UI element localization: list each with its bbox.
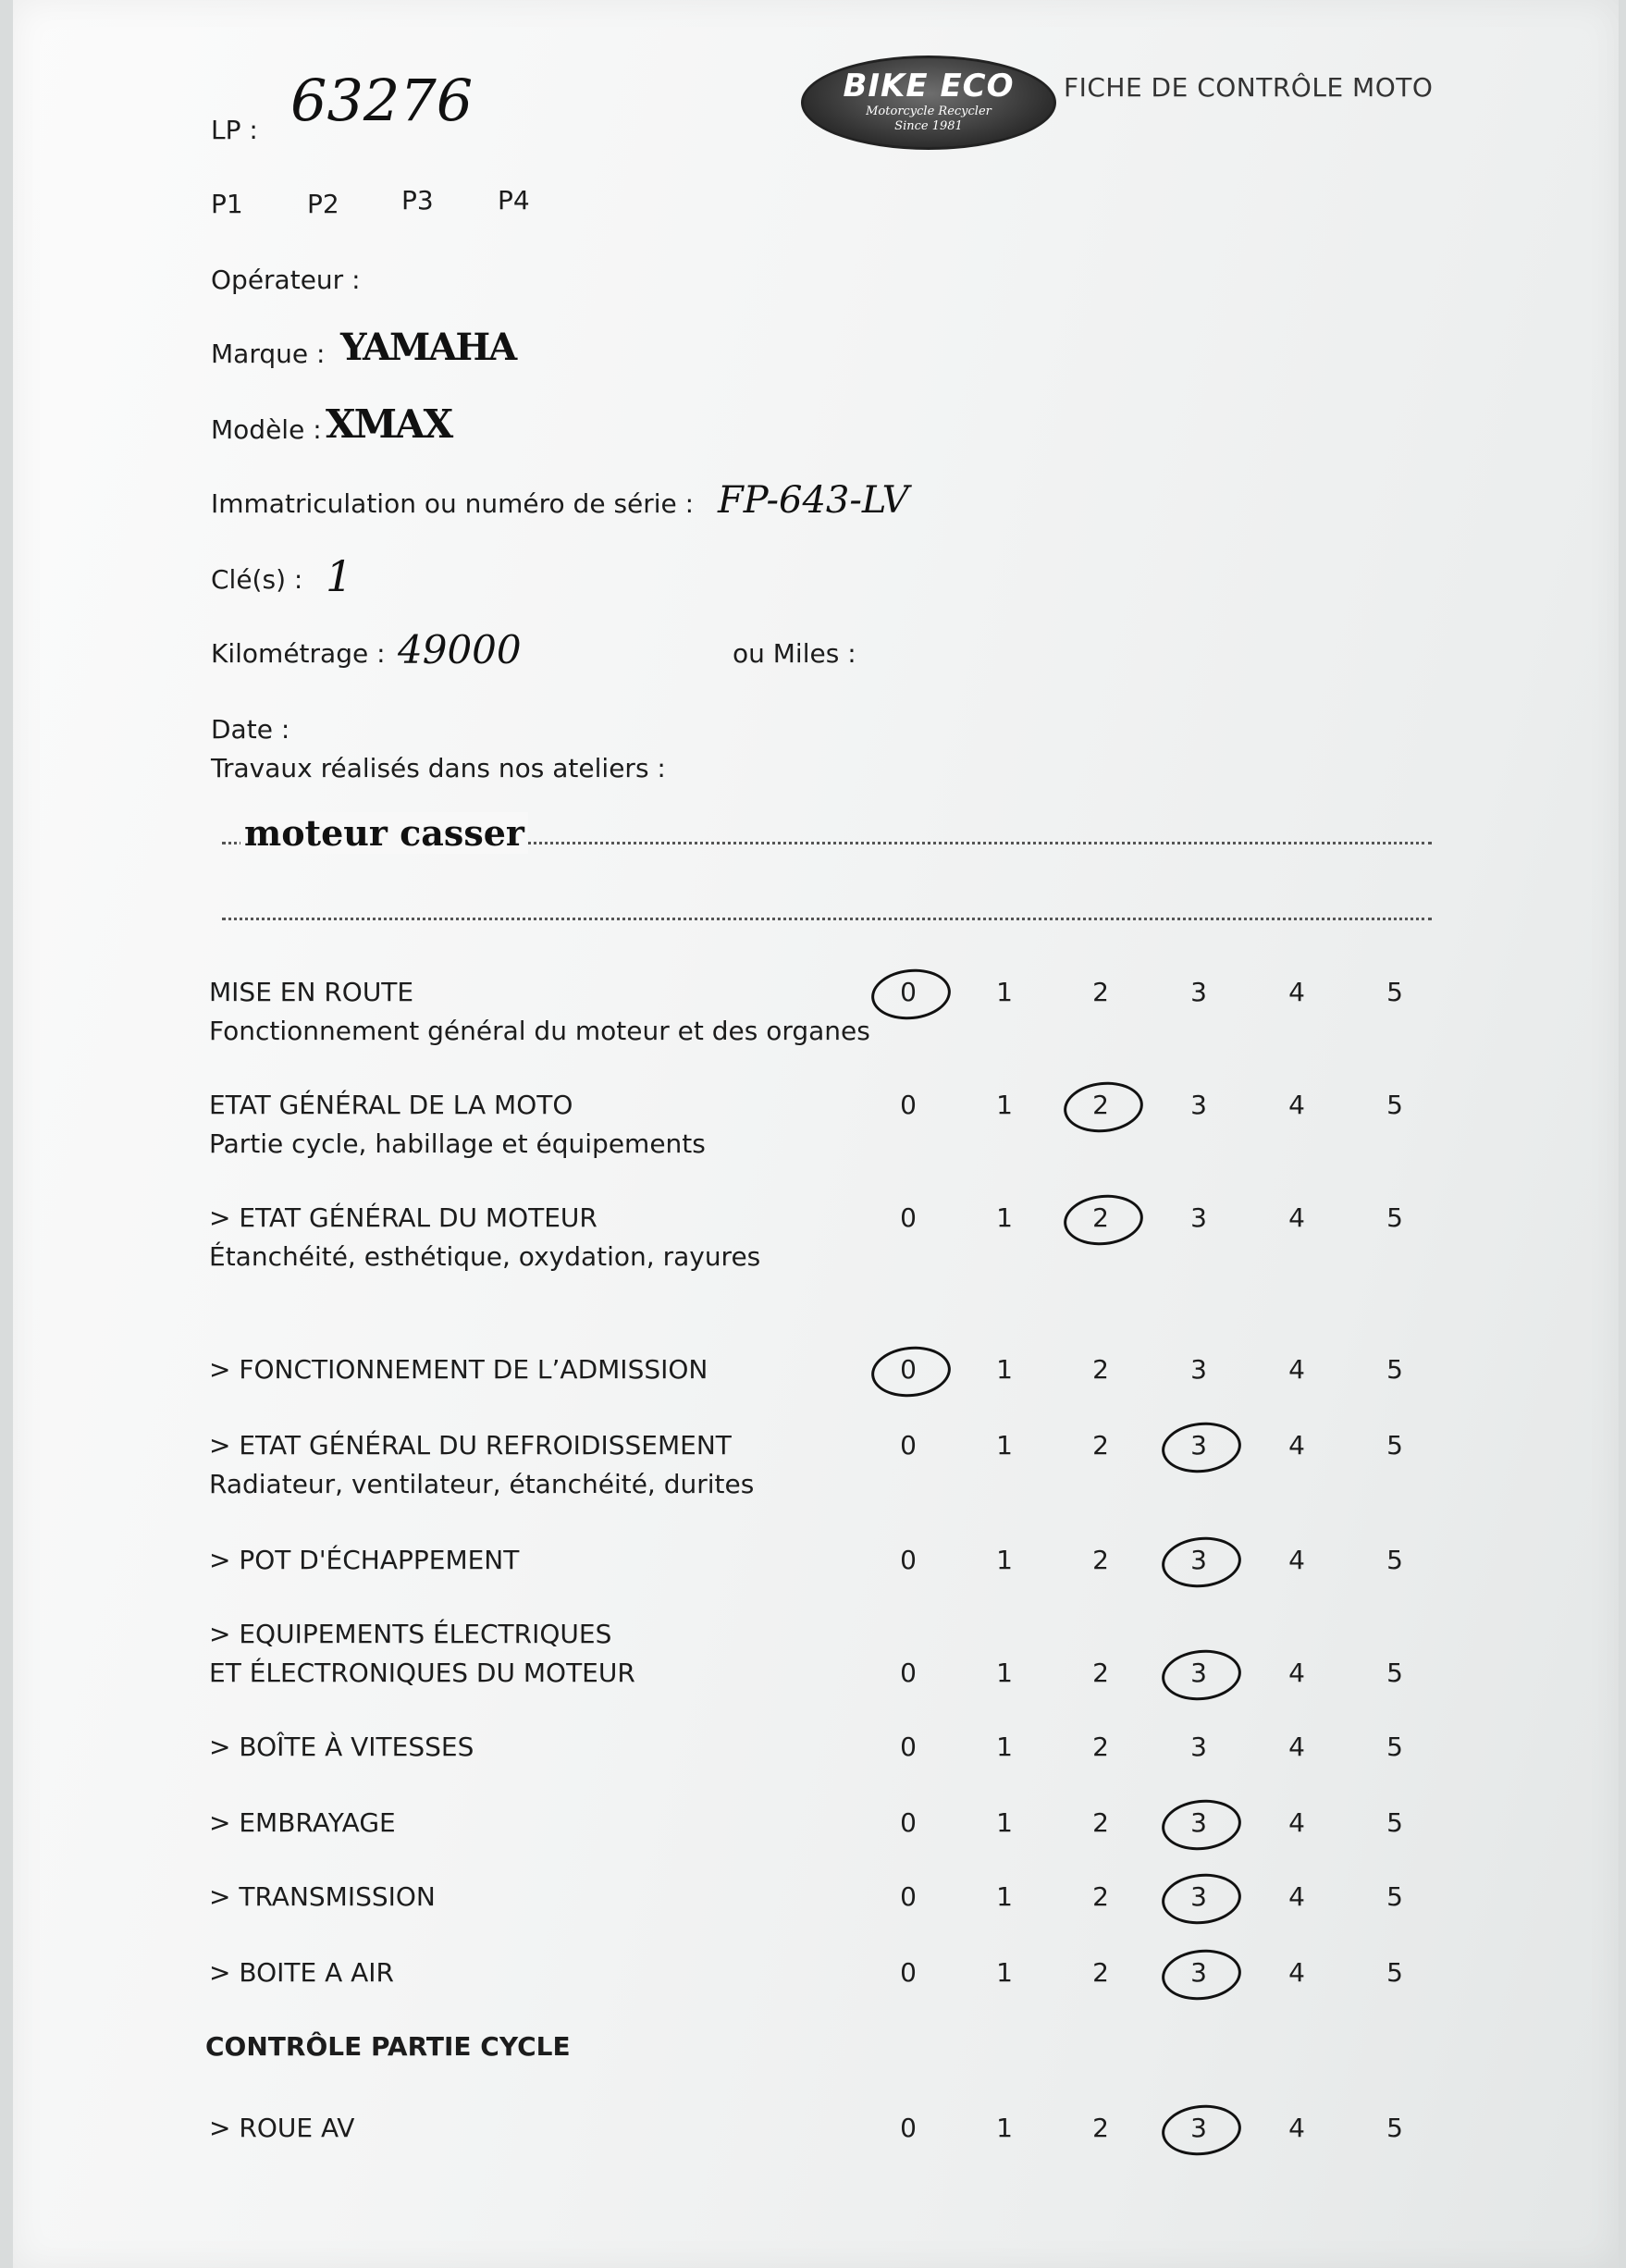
- rating-option-1[interactable]: 1: [996, 1545, 1013, 1575]
- rating-option-1[interactable]: 1: [996, 1732, 1013, 1762]
- rating-option-3[interactable]: 3: [1190, 1807, 1207, 1838]
- rating-option-5[interactable]: 5: [1386, 1202, 1403, 1233]
- rating-option-2[interactable]: 2: [1092, 1658, 1109, 1688]
- rating-row-title: > EMBRAYAGE: [209, 1807, 396, 1838]
- rating-option-5[interactable]: 5: [1386, 2113, 1403, 2143]
- cles-label: Clé(s) :: [211, 564, 303, 595]
- rating-option-1[interactable]: 1: [996, 1430, 1013, 1461]
- cles-value[interactable]: 1: [326, 551, 353, 601]
- rating-option-0[interactable]: 0: [900, 977, 917, 1007]
- rating-row-title: ETAT GÉNÉRAL DE LA MOTO: [209, 1090, 573, 1120]
- rating-option-1[interactable]: 1: [996, 1957, 1013, 1988]
- rating-row-title: > BOITE A AIR: [209, 1957, 394, 1988]
- rating-option-1[interactable]: 1: [996, 1202, 1013, 1233]
- rating-option-2[interactable]: 2: [1092, 1202, 1109, 1233]
- rating-option-2[interactable]: 2: [1092, 1545, 1109, 1575]
- selected-rating-circle: [1159, 1796, 1243, 1855]
- rating-row-subtitle: Étanchéité, esthétique, oxydation, rayures: [209, 1241, 761, 1272]
- rating-row-title: > FONCTIONNEMENT DE L’ADMISSION: [209, 1354, 708, 1385]
- rating-option-4[interactable]: 4: [1288, 1430, 1305, 1461]
- selected-rating-circle: [1061, 1191, 1145, 1250]
- rating-option-0[interactable]: 0: [900, 1807, 917, 1838]
- rating-option-5[interactable]: 5: [1386, 1807, 1403, 1838]
- bike-eco-logo: [801, 55, 1056, 150]
- rating-option-4[interactable]: 4: [1288, 1807, 1305, 1838]
- rating-option-3[interactable]: 3: [1190, 1202, 1207, 1233]
- rating-option-4[interactable]: 4: [1288, 1354, 1305, 1385]
- rating-option-1[interactable]: 1: [996, 977, 1013, 1007]
- rating-row-title: MISE EN ROUTE: [209, 977, 414, 1007]
- position-p3[interactable]: P3: [401, 185, 434, 216]
- logo-since: Since 1981: [894, 119, 963, 133]
- rating-option-3[interactable]: 3: [1190, 1957, 1207, 1988]
- miles-label: ou Miles :: [733, 638, 856, 669]
- rating-option-4[interactable]: 4: [1288, 1090, 1305, 1120]
- position-p4[interactable]: P4: [498, 185, 530, 216]
- modele-label: Modèle :: [211, 414, 322, 445]
- selected-rating-circle: [1159, 1646, 1243, 1705]
- rating-option-4[interactable]: 4: [1288, 1658, 1305, 1688]
- rating-row-subtitle: ET ÉLECTRONIQUES DU MOTEUR: [209, 1658, 635, 1688]
- rating-row-title: > BOÎTE À VITESSES: [209, 1732, 474, 1762]
- rating-option-0[interactable]: 0: [900, 1430, 917, 1461]
- rating-row-title: > TRANSMISSION: [209, 1881, 436, 1912]
- rating-option-4[interactable]: 4: [1288, 1202, 1305, 1233]
- rating-option-3[interactable]: 3: [1190, 2113, 1207, 2143]
- selected-rating-circle: [1159, 1534, 1243, 1592]
- rating-option-5[interactable]: 5: [1386, 1090, 1403, 1120]
- selected-rating-circle: [1061, 1079, 1145, 1137]
- rating-option-5[interactable]: 5: [1386, 1545, 1403, 1575]
- rating-option-5[interactable]: 5: [1386, 1881, 1403, 1912]
- rating-option-5[interactable]: 5: [1386, 977, 1403, 1007]
- rating-option-0[interactable]: 0: [900, 1957, 917, 1988]
- rating-option-1[interactable]: 1: [996, 1807, 1013, 1838]
- rating-option-3[interactable]: 3: [1190, 1732, 1207, 1762]
- rating-option-5[interactable]: 5: [1386, 1957, 1403, 1988]
- rating-option-2[interactable]: 2: [1092, 1732, 1109, 1762]
- selected-rating-circle: [1159, 2102, 1243, 2160]
- rating-option-0[interactable]: 0: [900, 1354, 917, 1385]
- rating-row-title: > EQUIPEMENTS ÉLECTRIQUES: [209, 1619, 612, 1649]
- rating-option-0[interactable]: 0: [900, 1202, 917, 1233]
- rating-option-2[interactable]: 2: [1092, 977, 1109, 1007]
- travaux-value[interactable]: moteur casser: [240, 812, 528, 854]
- immat-label: Immatriculation ou numéro de série :: [211, 488, 695, 519]
- rating-option-4[interactable]: 4: [1288, 1957, 1305, 1988]
- rating-option-1[interactable]: 1: [996, 1354, 1013, 1385]
- marque-value[interactable]: YAMAHA: [340, 326, 516, 369]
- rating-option-2[interactable]: 2: [1092, 1881, 1109, 1912]
- rating-option-1[interactable]: 1: [996, 1090, 1013, 1120]
- selected-rating-circle: [1159, 1870, 1243, 1929]
- rating-row-title: > ROUE AV: [209, 2113, 355, 2143]
- rating-option-0[interactable]: 0: [900, 1090, 917, 1120]
- rating-option-4[interactable]: 4: [1288, 1545, 1305, 1575]
- marque-label: Marque :: [211, 339, 326, 369]
- rating-option-2[interactable]: 2: [1092, 1957, 1109, 1988]
- rating-option-5[interactable]: 5: [1386, 1732, 1403, 1762]
- form-sheet: [13, 0, 1619, 2268]
- operateur-label: Opérateur :: [211, 265, 361, 295]
- rating-option-3[interactable]: 3: [1190, 1430, 1207, 1461]
- rating-option-2[interactable]: 2: [1092, 1807, 1109, 1838]
- immat-value[interactable]: FP-643-LV: [718, 479, 909, 522]
- rating-option-3[interactable]: 3: [1190, 1545, 1207, 1575]
- rating-option-3[interactable]: 3: [1190, 977, 1207, 1007]
- rating-option-3[interactable]: 3: [1190, 1090, 1207, 1120]
- position-p2[interactable]: P2: [307, 189, 339, 219]
- travaux-line-2: [222, 918, 1432, 920]
- rating-option-4[interactable]: 4: [1288, 1881, 1305, 1912]
- rating-option-1[interactable]: 1: [996, 1658, 1013, 1688]
- logo-brand: BIKE ECO: [843, 68, 1015, 105]
- rating-option-0[interactable]: 0: [900, 1881, 917, 1912]
- selected-rating-circle: [868, 1343, 953, 1401]
- rating-option-0[interactable]: 0: [900, 2113, 917, 2143]
- rating-option-0[interactable]: 0: [900, 1545, 917, 1575]
- selected-rating-circle: [868, 966, 953, 1024]
- rating-option-2[interactable]: 2: [1092, 2113, 1109, 2143]
- rating-option-0[interactable]: 0: [900, 1658, 917, 1688]
- rating-option-2[interactable]: 2: [1092, 1430, 1109, 1461]
- rating-row-subtitle: Fonctionnement général du moteur et des organes: [209, 1016, 870, 1046]
- rating-option-5[interactable]: 5: [1386, 1658, 1403, 1688]
- position-p1[interactable]: P1: [211, 189, 243, 219]
- modele-value[interactable]: XMAX: [326, 401, 452, 447]
- rating-option-4[interactable]: 4: [1288, 977, 1305, 1007]
- rating-option-4[interactable]: 4: [1288, 1732, 1305, 1762]
- rating-option-5[interactable]: 5: [1386, 1354, 1403, 1385]
- rating-option-3[interactable]: 3: [1190, 1658, 1207, 1688]
- lp-value: 63276: [290, 67, 474, 134]
- km-value[interactable]: 49000: [398, 627, 522, 672]
- rating-option-2[interactable]: 2: [1092, 1354, 1109, 1385]
- rating-option-0[interactable]: 0: [900, 1732, 917, 1762]
- date-label: Date :: [211, 714, 290, 745]
- rating-option-2[interactable]: 2: [1092, 1090, 1109, 1120]
- travaux-label: Travaux réalisés dans nos ateliers :: [211, 753, 666, 783]
- rating-row-title: > POT D'ÉCHAPPEMENT: [209, 1545, 520, 1575]
- rating-option-3[interactable]: 3: [1190, 1881, 1207, 1912]
- form-title: FICHE DE CONTRÔLE MOTO: [1064, 72, 1434, 103]
- km-label: Kilométrage :: [211, 638, 386, 669]
- rating-row-subtitle: Radiateur, ventilateur, étanchéité, durites: [209, 1469, 755, 1499]
- rating-row-title: > ETAT GÉNÉRAL DU REFROIDISSEMENT: [209, 1430, 732, 1461]
- selected-rating-circle: [1159, 1946, 1243, 2004]
- section-partie-cycle: CONTRÔLE PARTIE CYCLE: [205, 2031, 571, 2062]
- selected-rating-circle: [1159, 1419, 1243, 1477]
- rating-option-1[interactable]: 1: [996, 1881, 1013, 1912]
- rating-option-3[interactable]: 3: [1190, 1354, 1207, 1385]
- rating-option-1[interactable]: 1: [996, 2113, 1013, 2143]
- rating-row-subtitle: Partie cycle, habillage et équipements: [209, 1128, 706, 1159]
- rating-option-4[interactable]: 4: [1288, 2113, 1305, 2143]
- logo-tagline: Motorcycle Recycler: [866, 105, 992, 118]
- rating-option-5[interactable]: 5: [1386, 1430, 1403, 1461]
- lp-label: LP :: [211, 115, 258, 145]
- rating-row-title: > ETAT GÉNÉRAL DU MOTEUR: [209, 1202, 597, 1233]
